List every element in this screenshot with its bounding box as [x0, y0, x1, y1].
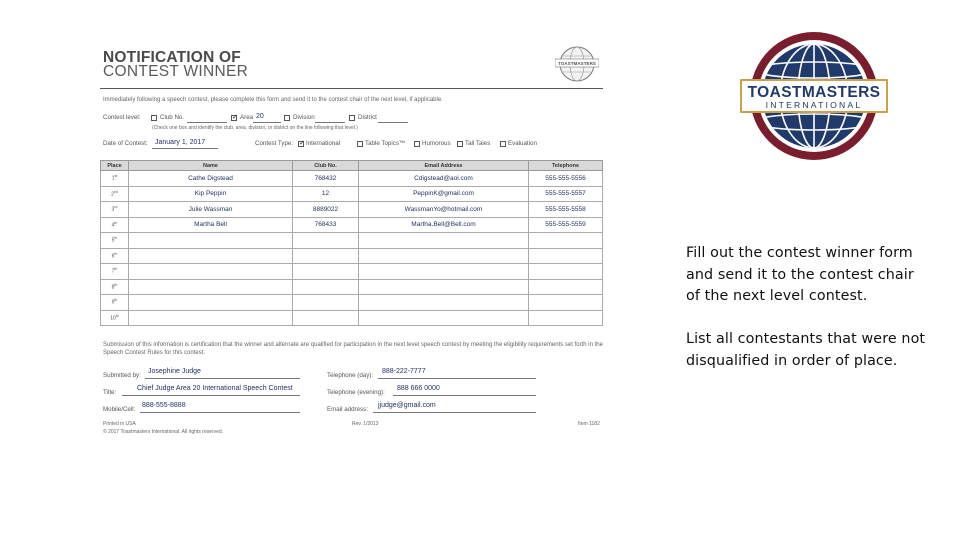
evaluation-label: Evaluation: [508, 140, 537, 147]
email-cell: [359, 295, 529, 311]
contestant-table: [100, 160, 603, 326]
col-email: Email Address: [359, 161, 529, 171]
phone-cell: 555-555-5558: [529, 202, 603, 218]
name-cell: Martha Bell: [129, 217, 293, 233]
email-cell: Martha.Bell@Bell.com: [359, 217, 529, 233]
district-line: [378, 122, 408, 123]
phone-cell: [529, 279, 603, 295]
col-name: Name: [129, 161, 293, 171]
area-line: [253, 122, 281, 123]
instruction-paragraph-2: List all contestants that were not disqualified in order of place.: [686, 331, 926, 369]
table-row: [101, 217, 603, 233]
col-telephone: Telephone: [529, 161, 603, 171]
phone-cell: [529, 295, 603, 311]
table-topics-label: Table Topics™: [365, 140, 406, 147]
logo-text-international: INTERNATIONAL: [765, 100, 863, 110]
club-cell: 768432: [293, 171, 359, 187]
printed-in: Printed in USA: [103, 421, 136, 427]
club-cell: 8889022: [293, 202, 359, 218]
club-cell: [293, 279, 359, 295]
email-label: Email address:: [327, 406, 368, 413]
tel-evening-label: Telephone (evening):: [327, 389, 385, 396]
table-row: [101, 186, 603, 202]
place-cell: 3rd: [101, 202, 129, 218]
name-cell: [129, 264, 293, 280]
title-line: [122, 395, 300, 396]
place-cell: 9th: [101, 295, 129, 311]
area-checkbox[interactable]: [231, 115, 237, 121]
club-cell: 12: [293, 186, 359, 202]
date-label: Date of Contest:: [103, 140, 148, 147]
level-note: (Check one box and identify the club, area, division, or district on the line following that level.): [152, 125, 358, 131]
email-cell: [359, 279, 529, 295]
copyright: © 2017 Toastmasters International. All rights reserved.: [103, 429, 224, 435]
tall-tales-checkbox[interactable]: [457, 141, 463, 147]
col-club: Club No.: [293, 161, 359, 171]
table-row: [101, 233, 603, 249]
international-label: International: [306, 140, 341, 147]
contest-winner-form: [100, 40, 608, 440]
contest-level-label: Contest level:: [103, 114, 141, 121]
revision: Rev. 1/2013: [352, 421, 379, 427]
club-checkbox[interactable]: [151, 115, 157, 121]
email-cell: [359, 264, 529, 280]
area-value: 20: [256, 113, 264, 120]
email-value: jjudge@gmail.com: [378, 402, 436, 409]
certification-text: Submission of this information is certification that the winner and alternate are qualified for participation in the next level speech contest by meeting the eligibility requirements set forth in the Speech Contest Rules for this contest.: [103, 342, 603, 356]
phone-cell: 555-555-5559: [529, 217, 603, 233]
club-cell: 768433: [293, 217, 359, 233]
submitted-by-label: Submitted by:: [103, 372, 141, 379]
name-cell: [129, 233, 293, 249]
table-header-row: [101, 161, 603, 171]
name-cell: [129, 279, 293, 295]
phone-cell: [529, 264, 603, 280]
table-row: [101, 171, 603, 187]
place-cell: 6th: [101, 248, 129, 264]
name-cell: [129, 295, 293, 311]
club-cell: [293, 310, 359, 326]
name-cell: Cathe Digstead: [129, 171, 293, 187]
tel-evening-value: 888 666 0000: [397, 385, 440, 392]
instruction-text: [686, 243, 926, 394]
email-cell: PeppinK@gmail.com: [359, 186, 529, 202]
email-cell: Cdigstead@aol.com: [359, 171, 529, 187]
place-cell: 4th: [101, 217, 129, 233]
club-line: [187, 122, 227, 123]
email-line: [373, 412, 536, 413]
toastmasters-logo-icon: [738, 31, 890, 161]
title-divider: [100, 88, 603, 89]
phone-cell: [529, 248, 603, 264]
phone-cell: 555-555-5557: [529, 186, 603, 202]
email-cell: [359, 233, 529, 249]
name-cell: [129, 310, 293, 326]
mobile-label: Mobile/Cell:: [103, 406, 136, 413]
place-cell: 1st: [101, 171, 129, 187]
table-topics-checkbox[interactable]: [357, 141, 363, 147]
title-value: Chief Judge Area 20 International Speech Contest: [137, 385, 293, 392]
form-title-line2: CONTEST WINNER: [103, 63, 249, 80]
club-cell: [293, 264, 359, 280]
mini-toastmasters-logo-icon: [555, 44, 599, 84]
name-cell: Julie Wassman: [129, 202, 293, 218]
place-cell: 10th: [101, 310, 129, 326]
logo-text-toastmasters: TOASTMASTERS: [747, 84, 881, 101]
area-label: Area: [240, 114, 254, 121]
division-label: Division: [293, 114, 315, 121]
tel-day-line: [378, 378, 536, 379]
mobile-line: [140, 412, 300, 413]
division-checkbox[interactable]: [284, 115, 290, 121]
division-line: [315, 122, 345, 123]
table-row: [101, 264, 603, 280]
title-label: Title:: [103, 389, 117, 396]
date-line: [152, 148, 218, 149]
table-row: [101, 295, 603, 311]
item-number: Item 1182: [578, 421, 600, 427]
district-checkbox[interactable]: [349, 115, 355, 121]
district-label: District: [358, 114, 377, 121]
form-intro: Immediately following a speech contest, please complete this form and send it to the contest chair of the next level, if applicable.: [103, 97, 443, 103]
tel-evening-line: [393, 395, 536, 396]
evaluation-checkbox[interactable]: [500, 141, 506, 147]
table-row: [101, 248, 603, 264]
submitted-by-line: [145, 378, 300, 379]
tall-tales-label: Tall Tales: [465, 140, 491, 147]
humorous-checkbox[interactable]: [414, 141, 420, 147]
table-row: [101, 279, 603, 295]
tel-day-label: Telephone (day):: [327, 372, 374, 379]
club-label: Club No.: [160, 114, 185, 121]
form-title-line1: NOTIFICATION OF: [103, 49, 241, 66]
place-cell: 2nd: [101, 186, 129, 202]
place-cell: 8th: [101, 279, 129, 295]
mobile-value: 888-555-8888: [142, 402, 186, 409]
submitted-by-value: Josephine Judge: [148, 368, 201, 375]
tel-day-value: 888-222-7777: [382, 368, 426, 375]
name-cell: Kip Peppin: [129, 186, 293, 202]
email-cell: WassmanYo@hotmail.com: [359, 202, 529, 218]
club-cell: [293, 295, 359, 311]
col-place: Place: [101, 161, 129, 171]
club-cell: [293, 248, 359, 264]
mini-logo-text: TOASTMASTERS: [558, 61, 596, 67]
date-value: January 1, 2017: [155, 139, 206, 146]
international-checkbox[interactable]: [298, 141, 304, 147]
email-cell: [359, 248, 529, 264]
phone-cell: [529, 310, 603, 326]
name-cell: [129, 248, 293, 264]
humorous-label: Humorous: [422, 140, 451, 147]
type-label: Contest Type:: [255, 140, 294, 147]
club-cell: [293, 233, 359, 249]
place-cell: 7th: [101, 264, 129, 280]
phone-cell: [529, 233, 603, 249]
email-cell: [359, 310, 529, 326]
table-row: [101, 310, 603, 326]
instruction-paragraph-1: Fill out the contest winner form and send it to the contest chair of the next level contest.: [686, 245, 914, 304]
phone-cell: 555-555-5556: [529, 171, 603, 187]
table-row: [101, 202, 603, 218]
place-cell: 5th: [101, 233, 129, 249]
